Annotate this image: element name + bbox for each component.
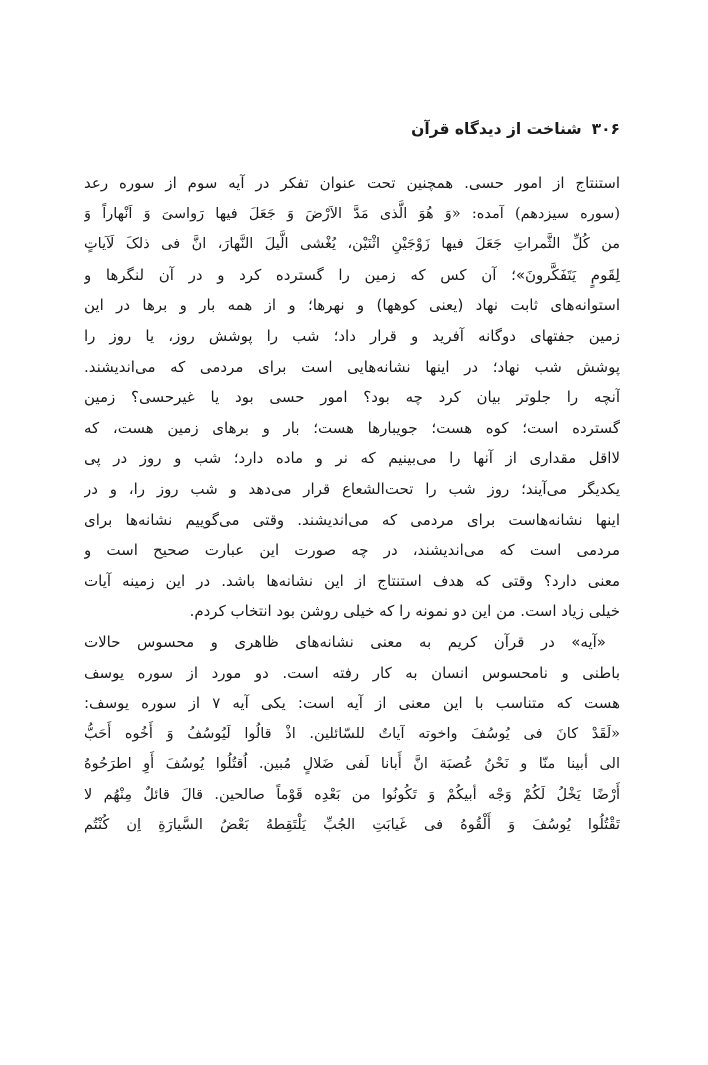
page-number: ۳۰۶ [591,120,620,138]
body-text [84,168,620,841]
text-line: گسترده است؛ کوه هست؛ جویبارها هست؛ بار و برهای زمین هست، که [84,418,620,437]
text-line: باطنی و نامحسوس انسان به کار رفته است. دو مورد از سوره یوسف [84,663,620,682]
text-line: معنی دارد؟ وقتی که هدف استنتاج از این نشانه‌ها باشد. در این زمینه آیات [84,571,620,590]
text-line: تَقْتُلُوا یُوسُفَ وَ أَلْقُوهُ فی غَیابَتِ الجُبِّ یَلْتَقِطهُ بَعْضُ السَّیارَةِ اِن کُنْتُم [84,817,620,834]
text-line: مردمی است که می‌اندیشند، در چه صورت این عبارت صحیح است و [84,541,620,560]
text-line: یکدیگر می‌آیند؛ روز شب را تحت‌الشعاع قرار می‌دهد و شب روز را، و در [84,479,620,498]
text-line: زمین جفتهای دوگانه آفرید و قرار داد؛ شب را پوشش روز، یا روز را [84,326,620,345]
text-line: «لَقَدْ کانَ فی یُوسُفَ واخوته آیاتٌ للسّائلین. اذْ قالُوا لَیُوسُفُ وَ أَخُوه أَحَبُّ [84,725,620,742]
text-line: الی أبینا منّا و نَحْنُ عُصبَة انَّ أَبانا لَفی ضَلالٍ مُبین. اُقتُلُوا یُوسُفَ أَوِ اطرَحُوهُ [84,756,620,773]
running-title: شناخت از دیدگاه قرآن [411,120,582,138]
text-line: استنتاج از امور حسی. همچنین تحت عنوان تفکر در آیه سوم از سوره رعد [84,174,620,192]
text-line: (سوره سیزدهم) آمده: «وَ هُوَ الَّذی مَدَّ الاَرْضَ وَ جَعَلَ فیها رَواسیَ وَ اَنْهاراً وَ [84,205,620,222]
text-line: أَرْضًا یَخْلُ لَکُمْ وَجْه أبیکُمْ وَ تَکُونُوا من بَعْدِه قَوْماً صالحین. قالَ قائلٌ مِنْهُم لا [84,786,620,803]
text-line: لااقل مقداری از آنها را می‌بینیم که نر و ماده دارد؛ شب و روز در پی [84,449,620,468]
text-line: «آیه» در قرآن کریم به معنی نشانه‌های ظاهری و محسوس حالات [84,632,606,651]
text-line: پوشش شب نهاد؛ در اینها نشانه‌هایی است برای مردمی که می‌اندیشند. [84,357,620,376]
text-line: استوانه‌های ثابت نهاد (یعنی کوهها) و نهرها؛ و از همه بار و برها در این [84,296,620,315]
text-line: من کُلِّ الثَّمراتِ جَعَلَ فیها زَوْجَیْنِ اثْنَیْن، یُغْشی الَّیلَ النَّهارَ، انَّ فی ذلکَ لَآیاتٍ [84,236,620,253]
text-line: آنچه را جلوتر بیان کرد چه بود؟ امور حسی بود یا غیرحسی؟ زمین [84,388,620,407]
text-line: هست که متناسب با این معنی از آیه است: یکی آیه ۷ از سوره یوسف: [84,694,620,713]
text-line: اینها نشانه‌هاست برای مردمی که می‌اندیشند. وقتی می‌گوییم نشانه‌ها برای [84,510,620,529]
text-line: خیلی زیاد است. من این دو نمونه را که خیلی روشن بود انتخاب کردم. [189,602,620,621]
page-header [88,120,620,146]
text-line: لِقَومٍ یَتَفَکَّرونَ»؛ آن کس که زمین را گسترده کرد و در آن لنگرها و [84,265,620,284]
